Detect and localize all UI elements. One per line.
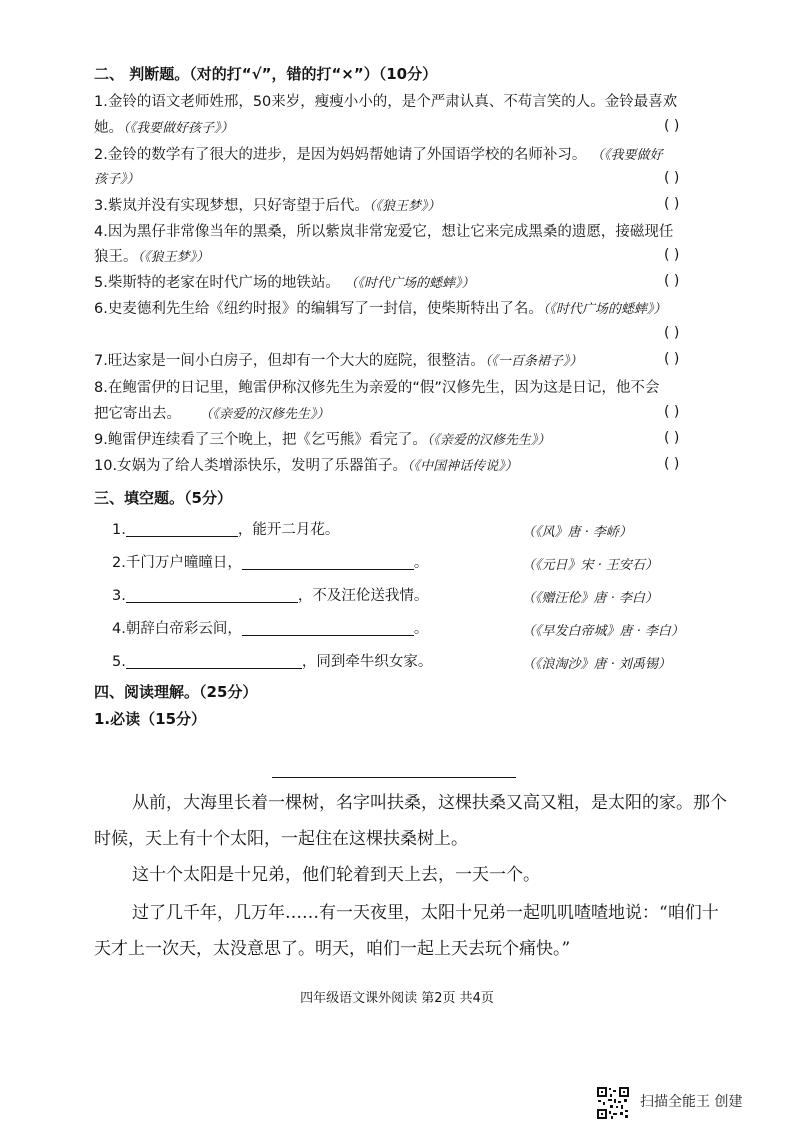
answer-paren-2: ( )	[664, 170, 680, 186]
page-footer: 四年级语文课外阅读 第2页 共4页	[300, 991, 494, 1006]
q10-text: 10.女娲为了给人类增添快乐，发明了乐器笛子。	[94, 458, 408, 474]
q6-line	[94, 299, 666, 320]
scanner-watermark: 扫描全能王 创建	[640, 1094, 743, 1110]
section4-title: 四、阅读理解。（25分）	[94, 683, 258, 701]
q3-ref: （《狼王梦》）	[368, 199, 441, 214]
q6-ref: （《时代广场的蟋蟀》）	[542, 302, 667, 317]
q2-text: 2.金铃的数学有了很大的进步，是因为妈妈帮她请了外国语学校的名师补习。	[94, 147, 587, 163]
q8-ref: （《亲爱的汉修先生》）	[199, 407, 330, 422]
q6-text: 6.史麦德利先生给《纽约时报》的编辑写了一封信，使柴斯特出了名。	[94, 301, 543, 317]
q5-ref: （《时代广场的蟋蟀》）	[344, 276, 475, 291]
q4-line1: 4.因为黑仔非常像当年的黑桑，所以紫岚非常宠爱它，想让它来完成黑桑的遗愿，接磁现任	[94, 224, 674, 240]
fill-4-blank[interactable]	[242, 619, 414, 636]
fill-4-pre: 4.朝辞白帝彩云间，	[112, 621, 242, 637]
fill-1-pre: 1.	[112, 522, 126, 538]
story-title-blank[interactable]	[272, 777, 516, 778]
story-p1-line2: 时候，天上有十个太阳，一起住在这棵扶桑树上。	[94, 829, 468, 849]
fill-5-source: （《浪淘沙》唐 · 刘禹锡）	[522, 657, 671, 672]
fill-4-source: （《早发白帝城》唐 · 李白）	[522, 624, 684, 639]
fill-3-pre: 3.	[112, 588, 126, 604]
answer-paren-6: ( )	[664, 325, 680, 341]
section4-subtitle: 1.必读（15分）	[94, 710, 207, 728]
fill-2-blank[interactable]	[242, 553, 414, 570]
fill-1	[112, 520, 339, 540]
fill-2	[112, 553, 428, 573]
q2-ref-b: 孩子》）	[94, 172, 140, 187]
fill-1-blank[interactable]	[126, 520, 238, 537]
story-p2: 这十个太阳是十兄弟，他们轮着到天上去，一天一个。	[132, 865, 540, 885]
q9-line	[94, 430, 550, 451]
section2-title: 二、 判断题。（对的打“√”，错的打“×”）（10分）	[94, 65, 438, 83]
q2-line1	[94, 145, 662, 166]
fill-2-pre: 2.千门万户曈曈日，	[112, 555, 242, 571]
q4-text: 狼王。	[94, 249, 138, 265]
q10-line	[94, 456, 518, 477]
q7-text: 7.旺达家是一间小白房子，但却有一个大大的庭院，很整洁。	[94, 353, 485, 369]
q9-ref: （《亲爱的汉修先生》）	[426, 433, 551, 448]
q1-ref: （《我要做好孩子》）	[123, 121, 234, 136]
answer-paren-8: ( )	[664, 404, 680, 420]
fill-2-source: （《元日》宋 · 王安石）	[522, 558, 658, 573]
q1-line1: 1.金铃的语文老师姓邢，50来岁，瘦瘦小小的，是个严肃认真、不苟言笑的人。金铃最喜欢	[94, 94, 678, 110]
story-p1-line1: 从前，大海里长着一棵树，名字叫扶桑，这棵扶桑又高又粗，是太阳的家。那个	[132, 793, 727, 813]
story-p3-line2: 天才上一次天，太没意思了。明天，咱们一起上天去玩个痛快。”	[94, 939, 571, 959]
q1-text: 她。	[94, 120, 123, 136]
fill-3-blank[interactable]	[126, 586, 298, 603]
q9-text: 9.鲍雷伊连续看了三个晚上，把《乞丐熊》看完了。	[94, 432, 427, 448]
fill-4-post: 。	[413, 621, 429, 637]
fill-5-post: ，同到牵牛织女家。	[301, 654, 433, 670]
q3-line	[94, 196, 440, 217]
q8-text: 把它寄出去。	[94, 406, 181, 422]
fill-3-source: （《赠汪伦》唐 · 李白）	[522, 591, 658, 606]
answer-paren-9: ( )	[664, 430, 680, 446]
q8-line2	[94, 404, 329, 425]
q7-ref: （《一百条裙子》）	[484, 354, 583, 369]
fill-5-pre: 5.	[112, 654, 126, 670]
q2-ref-a: （《我要做好	[590, 148, 663, 163]
q4-ref: （《狼王梦》）	[137, 250, 210, 265]
fill-4	[112, 619, 428, 639]
q10-ref: （《中国神话传说》）	[407, 459, 518, 474]
answer-paren-4: ( )	[664, 247, 680, 263]
fill-3	[112, 586, 428, 606]
fill-2-post: 。	[413, 555, 429, 571]
q3-text: 3.紫岚并没有实现梦想，只好寄望于后代。	[94, 198, 369, 214]
q7-line	[94, 351, 582, 372]
q8-line1: 8.在鲍雷伊的日记里，鲍雷伊称汉修先生为亲爱的“假”汉修先生，因为这是日记，他不会	[94, 380, 660, 396]
section3-title: 三、填空题。（5分）	[94, 489, 232, 507]
q5-line	[94, 273, 474, 294]
answer-paren-5: ( )	[664, 273, 680, 289]
answer-paren-1: ( )	[664, 118, 680, 134]
fill-3-post: ，不及汪伦送我情。	[297, 588, 429, 604]
fill-1-source: （《风》唐 · 李峤）	[522, 525, 632, 540]
answer-paren-10: ( )	[664, 456, 680, 472]
fill-5-blank[interactable]	[126, 652, 302, 669]
fill-1-post: ，能开二月花。	[237, 522, 340, 538]
q5-text: 5.柴斯特的老家在时代广场的地铁站。	[94, 275, 340, 291]
q1-line2	[94, 118, 234, 139]
qr-code-icon	[596, 1086, 630, 1120]
answer-paren-7: ( )	[664, 351, 680, 367]
q4-line2	[94, 247, 209, 268]
answer-paren-3: ( )	[664, 196, 680, 212]
story-p3-line1: 过了几千年，几万年……有一天夜里，太阳十兄弟一起叽叽喳喳地说：“咱们十	[132, 903, 719, 923]
fill-5	[112, 652, 432, 672]
